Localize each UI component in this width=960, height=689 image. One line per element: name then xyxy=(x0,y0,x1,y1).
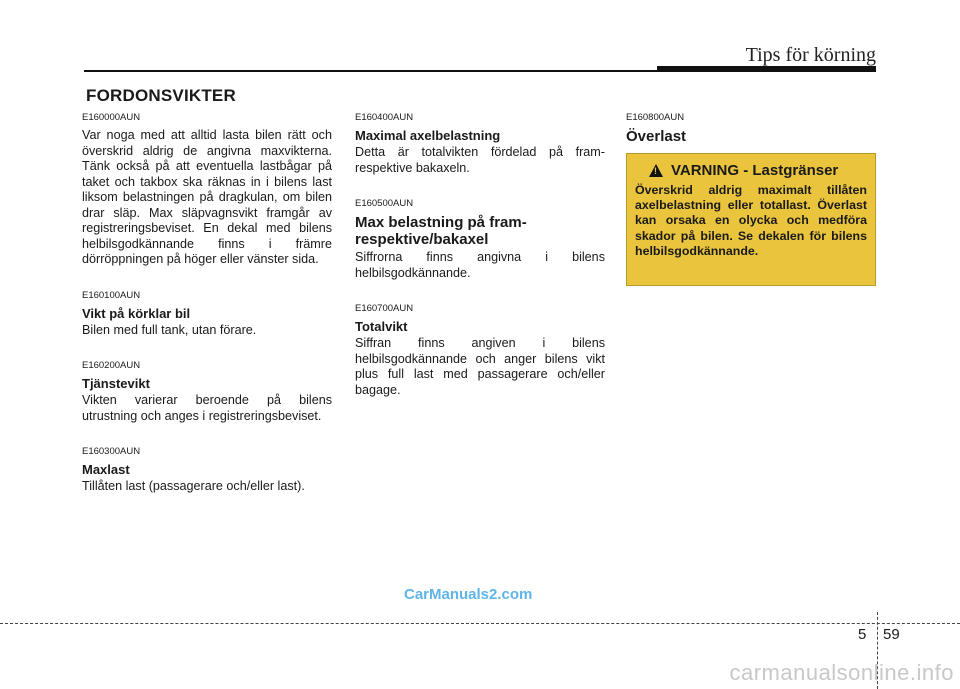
subheading: Vikt på körklar bil xyxy=(82,305,191,321)
entry-curb-weight xyxy=(82,290,332,339)
entry-total-weight xyxy=(355,303,605,398)
entry-max-load xyxy=(82,446,332,495)
column-1 xyxy=(82,112,332,517)
section-code: E160000AUN xyxy=(82,112,141,123)
warning-header xyxy=(635,162,867,179)
section-code: E160500AUN xyxy=(355,198,414,209)
subheading: Max belastning på fram- respektive/bakaxel xyxy=(355,214,527,248)
footer-divider xyxy=(0,623,960,624)
warning-text: Överskrid aldrig maximalt tillåten axelbelastning eller totallast. Överlast kan orsaka en olycka och medföra skador på bilen. Se dekalen för bilens helbilsgodkännande. xyxy=(635,183,867,258)
section-code: E160300AUN xyxy=(82,446,141,457)
paragraph: Var noga med att alltid lasta bilen rätt och överskrid aldrig de angivna maxvikterna. Tänk också på att eventuella lastbågar på taket och takbox ska räknas in i bilens last liksom belastningen på dragkulan, om bilen drar släp. Max släpvagnsvikt framgår av registreringsbeviset. En dekal med bilens helbilsgodkännande finns i främre dörröppningen på höger eller vänster sida. xyxy=(82,128,332,266)
paragraph: Siffrorna finns angivna i bilens helbilsgodkännande. xyxy=(355,250,605,280)
paragraph: Bilen med full tank, utan förare. xyxy=(82,322,257,337)
column-2 xyxy=(355,112,605,420)
column-3 xyxy=(626,112,876,147)
subheading: Överlast xyxy=(626,128,687,145)
paragraph: Tillåten last (passagerare och/eller last). xyxy=(82,479,305,493)
warning-triangle-icon: ! xyxy=(649,164,663,177)
entry-service-weight xyxy=(82,360,332,424)
section-code: E160100AUN xyxy=(82,289,141,301)
section-title: FORDONSVIKTER xyxy=(86,86,236,105)
warning-box xyxy=(626,153,876,286)
header-rule-accent xyxy=(657,66,876,72)
entry-axle-load-front-rear xyxy=(355,198,605,281)
subheading: Totalvikt xyxy=(355,319,408,334)
subheading: Tjänstevikt xyxy=(82,376,150,391)
subheading: Maxlast xyxy=(82,462,130,477)
bottom-watermark: carmanualsonline.info xyxy=(729,660,954,685)
warning-title: VARNING - Lastgränser xyxy=(671,162,839,179)
page-header-title: Tips för körning xyxy=(745,44,876,66)
page-number: 59 xyxy=(883,626,900,643)
entry-vehicle-weights xyxy=(82,112,332,268)
watermark-link[interactable]: CarManuals2.com xyxy=(404,586,533,603)
section-code: E160200AUN xyxy=(82,360,141,371)
section-code: E160700AUN xyxy=(355,303,414,314)
paragraph: Vikten varierar beroende på bilens utrustning och anges i registreringsbeviset. xyxy=(82,393,332,423)
entry-max-axle-load xyxy=(355,112,605,176)
paragraph: Siffran finns angiven i bilens helbilsgodkännande och anger bilens vikt plus full last med passagerare och/eller bagage. xyxy=(355,336,605,397)
section-code: E160400AUN xyxy=(355,112,414,123)
paragraph: Detta är totalvikten fördelad på fram- respektive bakaxeln. xyxy=(355,145,605,175)
subheading: Maximal axelbelastning xyxy=(355,128,501,143)
chapter-number: 5 xyxy=(858,626,867,643)
section-code: E160800AUN xyxy=(626,112,685,123)
